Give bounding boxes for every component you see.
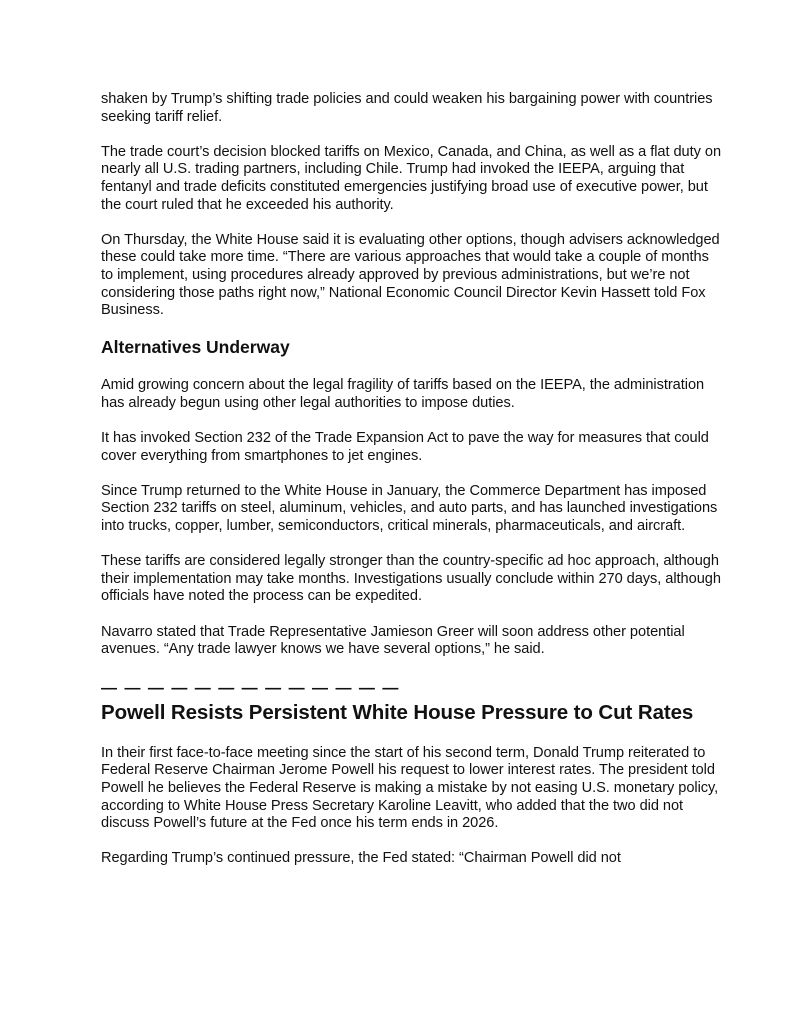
document-page [101, 91, 721, 886]
paragraph: These tariffs are considered legally stronger than the country-specific ad hoc approach, although their implementation may take months. Investigations usually conclude within 270 days, although officials have noted the process can be expedited. [101, 553, 721, 605]
paragraph: On Thursday, the White House said it is evaluating other options, though advisers acknowledged these could take more time. “There are various approaches that would take a couple of months to implement, using procedures already approved by previous administrations, but we’re not considering those paths right now,” National Economic Council Director Kevin Hassett told Fox Business. [101, 231, 720, 319]
article-headline: Powell Resists Persistent White House Pressure to Cut Rates [101, 700, 694, 724]
paragraph: shaken by Trump’s shifting trade policies and could weaken his bargaining power with countries seeking tariff relief. [101, 91, 713, 125]
paragraph: Navarro stated that Trade Representative Jamieson Greer will soon address other potential avenues. “Any trade lawyer knows we have several options,” he said. [101, 623, 685, 658]
paragraph: Since Trump returned to the White House in January, the Commerce Department has imposed Section 232 tariffs on steel, aluminum, vehicles, and auto parts, and has launched investigations into trucks, copper, lumber, semiconductors, critical minerals, pharmaceuticals, and aircraft. [101, 482, 718, 535]
paragraph: In their first face-to-face meeting since the start of his second term, Donald Trump reiterated to Federal Reserve Chairman Jerome Powell his request to lower interest rates. The president told Powell he believes the Federal Reserve is making a mistake by not easing U.S. monetary policy, according to White House Press Secretary Karoline Leavitt, who added that the two did not discuss Powell’s future at the Fed once his term ends in 2026. [101, 744, 719, 832]
section-subheading: Alternatives Underway [101, 337, 290, 358]
paragraph: The trade court’s decision blocked tariffs on Mexico, Canada, and China, as well as a flat duty on nearly all U.S. trading partners, including Chile. Trump had invoked the IEEPA, arguing that fentanyl and trade deficits constituted emergencies justifying broad use of executive power, but the court ruled that he exceeded his authority. [101, 143, 722, 213]
section-divider: — — — — — — — — — — — — — [101, 679, 400, 697]
paragraph: It has invoked Section 232 of the Trade Expansion Act to pave the way for measures that could cover everything from smartphones to jet engines. [101, 430, 709, 464]
paragraph: Regarding Trump’s continued pressure, the Fed stated: “Chairman Powell did not [101, 850, 621, 867]
paragraph: Amid growing concern about the legal fragility of tariffs based on the IEEPA, the administration has already begun using other legal authorities to impose duties. [101, 377, 705, 411]
